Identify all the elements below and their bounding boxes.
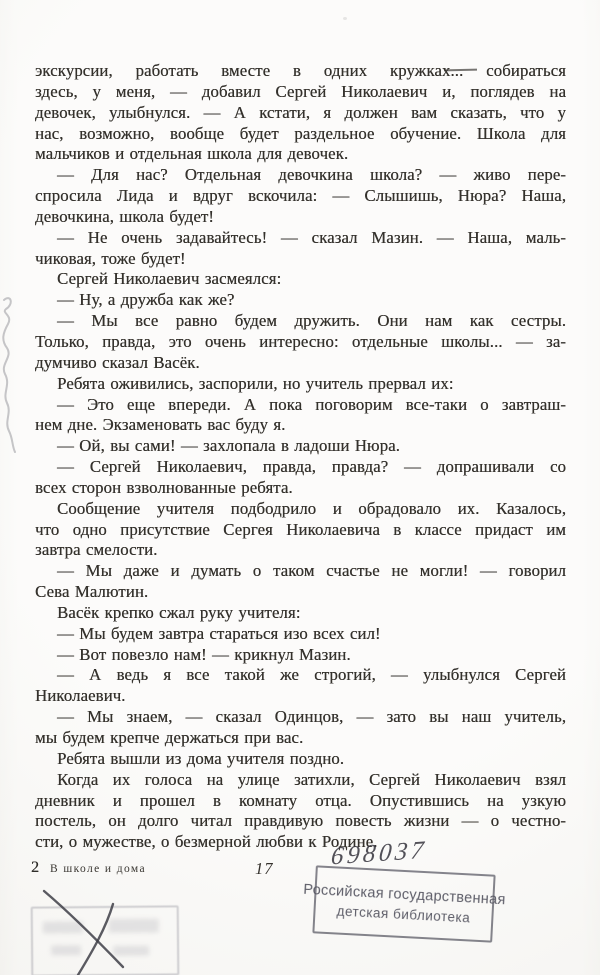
text-line: — Ой, вы сами! — захлопала в ладоши Нюра. — [57, 436, 400, 456]
text-line: — Сергей Николаевич, правда, правда? — допрашивали со — [57, 457, 566, 477]
book-text-block — [35, 61, 566, 853]
text-line: Ребята вышли из дома учителя поздно. — [57, 748, 345, 768]
text-line: девочек, улыбнулся. — А кстати, я должен вам сказать, что у — [35, 102, 566, 122]
page-number: 17 — [255, 859, 274, 878]
text-line: — Это еще впереди. А пока поговорим все-таки о завтраш- — [57, 394, 566, 414]
text-line: спросила Лида и вдруг вскочила: — Слышишь, Нюра? Наша, — [35, 186, 566, 206]
text-line: Только, правда, это очень интересно: отдельные школы... — за- — [35, 331, 566, 351]
text-line: Сева Малютин. — [35, 582, 149, 602]
library-stamp-line2: детская библиотека — [336, 902, 471, 925]
footer-signature — [31, 859, 146, 877]
text-line: экскурсии, работать вместе в одних кружках... собираться — [35, 61, 566, 80]
text-line: здесь, у меня, — добавил Сергей Николаевич и, поглядев на — [35, 81, 566, 101]
text-line: постель, он долго читал правдивую повесть жизни — о честно- — [35, 811, 566, 831]
text-line: нас, возможно, вообще будет раздельное обучение. Школа для — [35, 123, 566, 143]
text-line: Когда их голоса на улице затихли, Сергей Николаевич взял — [57, 769, 566, 789]
library-stamp — [302, 865, 507, 942]
text-line: — Мы будем завтра стараться изо всех сил! — [57, 623, 381, 643]
library-stamp-line1: Российская государственная — [302, 881, 507, 908]
stamp-smudge — [113, 946, 149, 956]
text-line: — Мы все равно будем дружить. Они нам как сестры. — [57, 311, 566, 331]
text-line: всех сторон взволнованные ребята. — [35, 477, 293, 497]
stamp-smudge — [109, 919, 159, 933]
text-line: завтра смелости. — [35, 540, 158, 560]
text-line: Ребята оживились, заспорили, но учитель прервал их: — [57, 373, 454, 393]
text-line: мальчиков и отдельная школа для девочек. — [35, 144, 349, 164]
stamp-smudge — [43, 921, 83, 933]
text-line: — А ведь я все такой же строгий, — улыбнулся Сергей — [57, 665, 566, 685]
text-line: — Мы даже и думать о таком счастье не могли! — говорил — [57, 561, 566, 581]
signature-book-title: В школе и дома — [50, 863, 147, 875]
text-line: что одно присутствие Сергея Николаевича в классе придаст им — [35, 519, 566, 539]
scan-speck — [343, 17, 347, 20]
text-line: Сообщение учителя подбодрило и обрадовало их. Казалось, — [57, 498, 566, 518]
text-line: — Мы знаем, — сказал Одинцов, — зато вы наш учитель, — [57, 707, 566, 727]
margin-scribble-mark — [3, 298, 15, 452]
stamp-smudge — [51, 945, 81, 955]
text-line: девочкина, школа будет! — [35, 206, 214, 226]
text-line: чиковая, тоже будет! — [35, 248, 186, 268]
text-line: сти, о мужестве, о безмерной любви к Родине. — [35, 832, 378, 852]
text-line: — Для нас? Отдельная девочкина школа? — живо пере- — [57, 165, 566, 185]
cancelled-faded-stamp — [31, 905, 180, 975]
signature-number: 2 — [31, 859, 39, 876]
text-line: нем дне. Экзаменовать вас буду я. — [35, 415, 286, 435]
handwritten-accession-number: 698037 — [329, 836, 429, 871]
text-line: — Ну, а дружба как же? — [57, 290, 235, 310]
text-line: дневник и прошел в комнату отца. Опустившись на узкую — [35, 790, 566, 810]
text-line: думчиво сказал Васёк. — [35, 352, 200, 372]
text-line: — Не очень задавайтесь! — сказал Мазин. — Наша, маль- — [57, 227, 566, 247]
text-line: Васёк крепко сжал руку учителя: — [57, 602, 301, 622]
text-line: Николаевич. — [35, 686, 126, 706]
text-line: мы будем крепче держаться при вас. — [35, 728, 304, 747]
text-line: Сергей Николаевич засмеялся: — [57, 269, 282, 289]
text-line: — Вот повезло нам! — крикнул Мазин. — [57, 644, 351, 664]
